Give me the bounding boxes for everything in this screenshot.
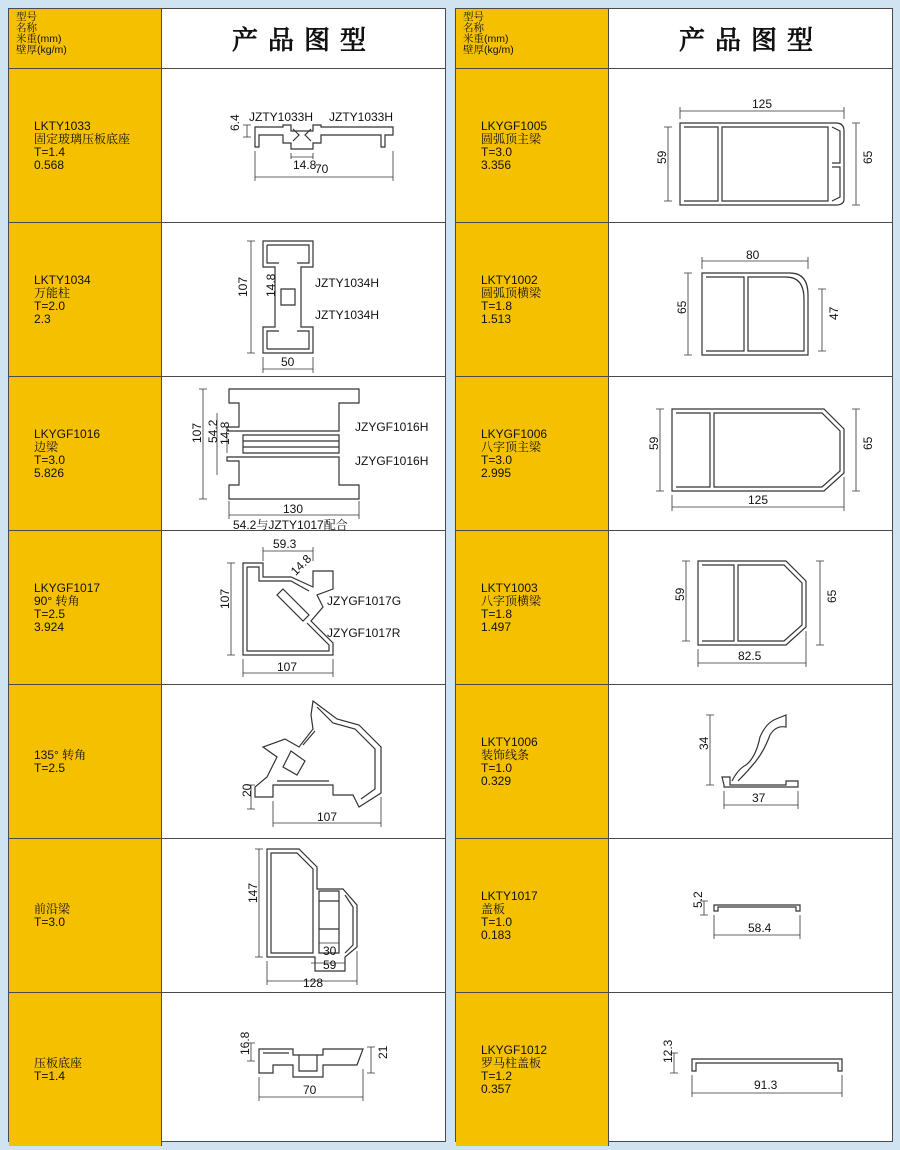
dim-height-label: 107: [190, 422, 204, 443]
product-info: [9, 993, 162, 1146]
product-model: LKYGF1012: [481, 1042, 548, 1057]
header-label-weight: 米重(mm): [16, 33, 62, 45]
product-weight: 2.3: [34, 311, 51, 326]
profile-drawing: [610, 69, 892, 222]
product-info: [456, 839, 609, 992]
dim-top-label: 80: [746, 248, 760, 262]
dim-width-label: 107: [317, 810, 338, 824]
part-code-label: JZTY1034H: [315, 276, 380, 290]
dim-width-label: 91.3: [754, 1078, 778, 1092]
dim-width-label: 125: [748, 493, 769, 507]
product-weight: 5.826: [34, 465, 65, 480]
header-label-name: 名称: [16, 22, 37, 34]
dim-height-label: 6.4: [228, 114, 242, 131]
profile-drawing: [163, 531, 445, 684]
product-info: [9, 69, 162, 222]
part-code-label: JZTY1034H: [315, 308, 380, 322]
product-model: LKTY1033: [34, 118, 91, 133]
product-name: 盖板: [481, 901, 506, 916]
product-info: [456, 69, 609, 222]
product-thickness: T=1.4: [34, 144, 66, 159]
product-thickness: T=2.5: [34, 606, 66, 621]
product-thickness: T=1.4: [34, 1068, 66, 1083]
product-weight: 0.183: [481, 927, 512, 942]
product-info: [9, 685, 162, 838]
profile-drawing: [163, 377, 445, 530]
dim-height-label: 21: [376, 1045, 390, 1059]
product-name: 八字顶横梁: [481, 593, 542, 608]
dim-height-label: 16.8: [238, 1031, 252, 1055]
product-row: [9, 993, 445, 1146]
product-name: 万能柱: [34, 285, 71, 300]
product-thickness: T=3.0: [481, 144, 513, 159]
product-info: [456, 531, 609, 684]
header-label-thickness: 壁厚(kg/m): [16, 44, 67, 56]
product-row: [9, 531, 445, 685]
header-title: 产品图型: [678, 26, 823, 56]
product-info: [9, 531, 162, 684]
dim-width-label: 37: [752, 791, 766, 805]
dim-width-label: 107: [277, 660, 298, 674]
profile-drawing: [610, 685, 892, 838]
dim-height-label: 59: [655, 150, 669, 164]
profile-drawing: [163, 69, 445, 222]
dim-width-label: 70: [315, 162, 329, 176]
dim-gap-label: 14.8: [264, 273, 278, 297]
product-thickness: T=3.0: [34, 914, 66, 929]
dim-slot-label: 30: [323, 944, 337, 958]
product-thickness: T=2.0: [34, 298, 66, 313]
dim-height-label: 65: [675, 300, 689, 314]
dim-height-label: 65: [861, 436, 875, 450]
dim-height-label: 12.3: [661, 1039, 675, 1063]
product-name: 圆弧顶主梁: [481, 131, 542, 146]
dim-width-label: 70: [303, 1083, 317, 1097]
product-row: [9, 839, 445, 993]
product-info: [456, 993, 609, 1146]
product-thickness: T=1.0: [481, 760, 513, 775]
header-label-cell: [9, 9, 162, 68]
dim-mid-label: 54.2: [206, 419, 220, 443]
part-code-label: JZYGF1017R: [327, 626, 401, 640]
product-model: LKTY1034: [34, 272, 91, 287]
profile-drawing: [163, 839, 445, 992]
product-name: 90° 转角: [34, 593, 80, 608]
part-code-label: JZYGF1016H: [355, 420, 429, 434]
profile-drawing: [610, 531, 892, 684]
product-weight: 0.568: [34, 157, 65, 172]
product-info: [9, 839, 162, 992]
product-info: [9, 377, 162, 530]
product-name: 装饰线条: [481, 747, 530, 762]
product-model: LKTY1003: [481, 580, 538, 595]
product-row: [456, 69, 892, 223]
product-model: LKTY1017: [481, 888, 538, 903]
product-thickness: T=1.2: [481, 1068, 513, 1083]
product-row: [9, 377, 445, 531]
product-thickness: T=1.8: [481, 298, 513, 313]
part-code-label: JZYGF1017G: [327, 594, 402, 608]
profile-drawing: [610, 223, 892, 376]
header-label-weight: 米重(mm): [463, 33, 509, 45]
header-label-cell: [456, 9, 609, 68]
product-info: [456, 377, 609, 530]
product-row: [456, 993, 892, 1146]
product-model: LKTY1002: [481, 272, 538, 287]
header-label-model: 型号: [16, 11, 37, 23]
product-row: [456, 685, 892, 839]
dim-height-label: 5.2: [691, 891, 705, 908]
product-weight: 2.995: [481, 465, 512, 480]
header-label-thickness: 壁厚(kg/m): [463, 44, 514, 56]
dim-height-label: 47: [827, 306, 841, 320]
product-name: 固定玻璃压板底座: [34, 131, 131, 146]
product-name: 圆弧顶横梁: [481, 285, 542, 300]
dim-width-label: 58.4: [748, 921, 772, 935]
product-name: 前沿梁: [34, 901, 71, 916]
dim-height-label: 20: [240, 783, 254, 797]
dim-height-label: 147: [246, 882, 260, 903]
dim-width-label: 130: [283, 502, 304, 516]
product-thickness: T=2.5: [34, 760, 66, 775]
dim-height-label: 65: [825, 589, 839, 603]
dim-height-label: 107: [236, 276, 250, 297]
product-row: [9, 223, 445, 377]
product-info: [456, 223, 609, 376]
header-label-name: 名称: [463, 22, 484, 34]
dim-top-label: 125: [752, 97, 773, 111]
product-weight: 0.357: [481, 1081, 512, 1096]
product-model: LKYGF1005: [481, 118, 548, 133]
product-thickness: T=1.8: [481, 606, 513, 621]
part-code-label: JZTY1033H: [329, 110, 394, 124]
product-info: [456, 685, 609, 838]
product-info: [9, 223, 162, 376]
product-row: [456, 839, 892, 993]
header-label-model: 型号: [463, 11, 484, 23]
product-model: LKTY1006: [481, 734, 538, 749]
product-weight: 3.356: [481, 157, 512, 172]
profile-drawing: [163, 223, 445, 376]
table-header: [456, 9, 892, 69]
product-name: 135° 转角: [34, 747, 87, 762]
profile-drawing: [610, 839, 892, 992]
product-name: 罗马柱盖板: [481, 1055, 542, 1070]
product-model: LKYGF1017: [34, 580, 101, 595]
product-weight: 0.329: [481, 773, 512, 788]
product-row: [456, 531, 892, 685]
profile-drawing: [610, 377, 892, 530]
dim-width-label: 82.5: [738, 649, 762, 663]
product-row: [456, 223, 892, 377]
product-weight: 3.924: [34, 619, 65, 634]
dim-width-label: 128: [303, 976, 324, 990]
product-row: [9, 685, 445, 839]
product-weight: 1.513: [481, 311, 512, 326]
left-catalog-panel: [8, 8, 446, 1142]
product-thickness: T=3.0: [34, 452, 66, 467]
product-name: 八字顶主梁: [481, 439, 542, 454]
product-row: [456, 377, 892, 531]
part-code-label: JZYGF1016H: [355, 454, 429, 468]
product-thickness: T=1.0: [481, 914, 513, 929]
product-name: 边梁: [34, 439, 59, 454]
dim-height-label: 59: [647, 436, 661, 450]
part-code-label: JZTY1033H: [249, 110, 314, 124]
dim-top-label: 59.3: [273, 537, 297, 551]
dim-gap-label: 14.8: [218, 421, 232, 445]
product-thickness: T=3.0: [481, 452, 513, 467]
product-name: 压板底座: [34, 1055, 83, 1070]
product-model: LKYGF1016: [34, 426, 101, 441]
dim-width-label: 50: [281, 355, 295, 369]
profile-drawing: [610, 993, 892, 1146]
dim-height-label: 34: [697, 736, 711, 750]
profile-drawing: [163, 993, 445, 1146]
table-header: [9, 9, 445, 69]
dim-mid-label: 59: [323, 958, 337, 972]
dim-height-label: 59: [673, 587, 687, 601]
dim-gap-label: 14.8: [287, 551, 315, 579]
dim-height-label: 65: [861, 150, 875, 164]
product-weight: 1.497: [481, 619, 512, 634]
right-catalog-panel: [455, 8, 893, 1142]
profile-drawing: [163, 685, 445, 838]
dim-height-label: 107: [218, 588, 232, 609]
assembly-note: 54.2与JZTY1017配合: [233, 518, 348, 530]
product-row: [9, 69, 445, 223]
header-title: 产品图型: [231, 26, 376, 56]
product-model: LKYGF1006: [481, 426, 548, 441]
dim-gap-label: 14.8: [293, 158, 317, 172]
